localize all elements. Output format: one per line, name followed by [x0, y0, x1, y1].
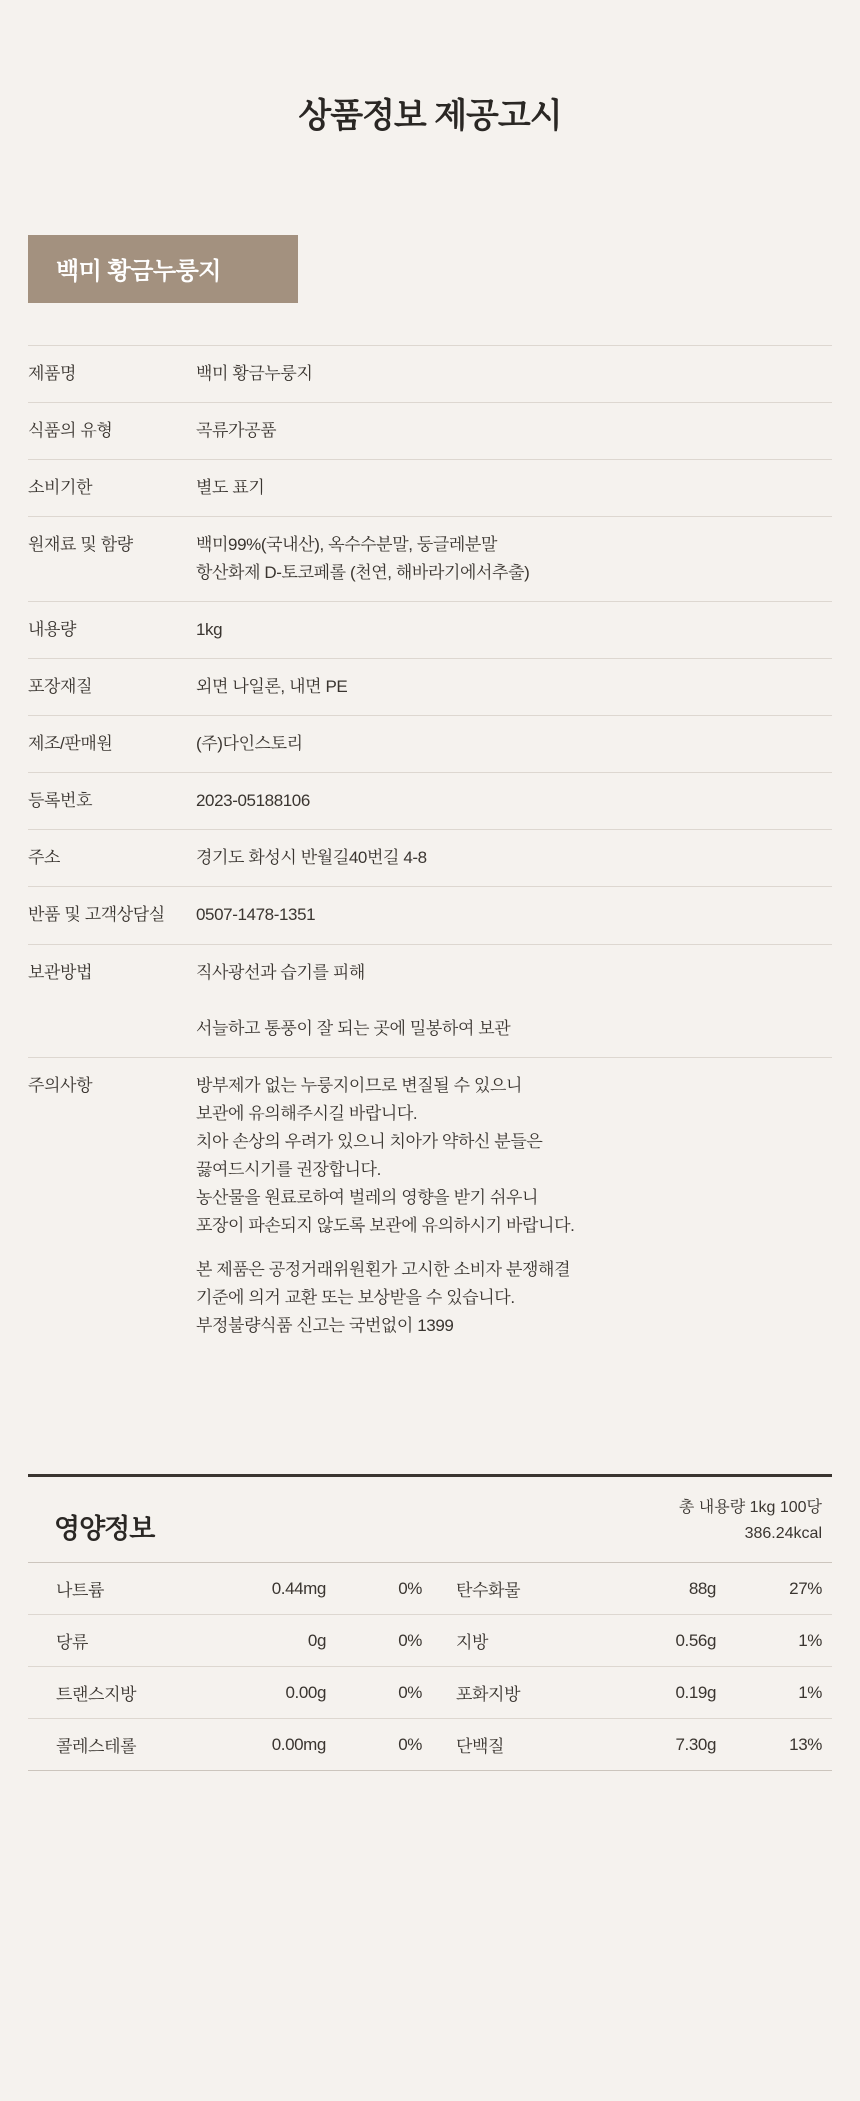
table-row [28, 659, 832, 716]
spec-value [196, 346, 832, 403]
spec-label [28, 1001, 196, 1058]
spec-value-line: 방부제가 없는 누룽지이므로 변질될 수 있으니 [196, 1075, 523, 1095]
nutrition-section [28, 1474, 832, 1770]
nutrition-bottom-rule [28, 1770, 832, 1771]
spec-value [196, 460, 832, 517]
spec-value-line: 백미99%(국내산), 옥수수분말, 둥글레분말 [196, 535, 497, 555]
nutrient-name-right: 탄수화물 [456, 1581, 521, 1601]
nutrient-percent-right: 13% [789, 1734, 822, 1754]
spec-value-line: 농산물을 원료로하여 벌레의 영향을 받기 쉬우니 [196, 1187, 539, 1207]
spec-label: 소비기한 [28, 478, 93, 498]
spec-value-line: 백미 황금누룽지 [196, 364, 313, 383]
spec-value-gap [196, 1240, 832, 1256]
spec-label: 포장재질 [28, 677, 93, 697]
nutrient-name-left: 트랜스지방 [56, 1685, 137, 1705]
spec-label: 제조/판매원 [28, 734, 113, 754]
spec-table [28, 345, 832, 1354]
nutrition-row [28, 1615, 832, 1667]
nutrition-row [28, 1719, 832, 1771]
spec-value [196, 887, 832, 944]
nutrition-total-amount: 총 내용량 1kg 100당 [678, 1499, 822, 1517]
spec-value [196, 403, 832, 460]
table-row [28, 773, 832, 830]
spec-value-line: 곡류가공품 [196, 421, 277, 441]
nutrient-value-left: 0.00mg [271, 1734, 326, 1754]
nutrition-header [28, 1477, 832, 1562]
nutrient-percent-left: 0% [398, 1630, 422, 1650]
nutrition-title: 영양정보 [54, 1514, 155, 1545]
spec-label: 원재료 및 함량 [28, 535, 133, 555]
nutrient-name-left: 나트륨 [56, 1581, 105, 1601]
nutrient-value-right: 88g [688, 1578, 716, 1598]
table-row [28, 1057, 832, 1354]
spec-value-line: 경기도 화성시 반월길40번길 4-8 [196, 848, 427, 868]
spec-value [196, 517, 832, 602]
nutrient-name-left: 당류 [56, 1633, 89, 1653]
nutrient-percent-left: 0% [398, 1682, 422, 1702]
spec-value-line: 끓여드시기를 권장합니다. [196, 1159, 381, 1179]
nutrient-name-right: 단백질 [456, 1737, 505, 1757]
spec-value [196, 773, 832, 830]
spec-value [196, 944, 832, 1001]
spec-label: 반품 및 고객상담실 [28, 905, 165, 925]
nutrient-value-right: 0.56g [675, 1630, 716, 1650]
spec-value-line: 기준에 의거 교환 또는 보상받을 수 있습니다. [196, 1287, 515, 1307]
nutrient-value-right: 0.19g [675, 1682, 716, 1702]
spec-value [196, 602, 832, 659]
spec-table-body [28, 346, 832, 1355]
table-row [28, 403, 832, 460]
spec-value [196, 659, 832, 716]
spec-value-line: 포장이 파손되지 않도록 보관에 유의하시기 바랍니다. [196, 1215, 575, 1235]
table-row [28, 602, 832, 659]
spec-value-line: (주)다인스토리 [196, 734, 303, 754]
nutrient-percent-right: 1% [798, 1682, 822, 1702]
table-row [28, 460, 832, 517]
page-title: 상품정보 제공고시 [298, 97, 562, 135]
nutrition-row [28, 1667, 832, 1719]
spec-label: 등록번호 [28, 791, 93, 811]
nutrient-percent-right: 1% [798, 1630, 822, 1650]
spec-label: 주소 [28, 848, 61, 868]
nutrient-name-right: 지방 [456, 1633, 489, 1653]
nutrient-value-left: 0.00g [285, 1682, 326, 1702]
spec-value-line: 보관에 유의해주시길 바랍니다. [196, 1103, 418, 1123]
nutrient-value-left: 0g [307, 1630, 326, 1650]
spec-label: 내용량 [28, 620, 77, 640]
nutrition-row [28, 1563, 832, 1615]
nutrient-name-left: 콜레스테롤 [56, 1737, 137, 1757]
table-row [28, 346, 832, 403]
spec-value-line: 치아 손상의 우려가 있으니 치아가 약하신 분들은 [196, 1131, 543, 1151]
spec-label: 식품의 유형 [28, 421, 113, 441]
nutrition-summary [679, 1495, 828, 1546]
table-row [28, 887, 832, 944]
spec-value-line: 직사광선과 습기를 피해 [196, 962, 365, 982]
spec-value [196, 1001, 832, 1058]
table-row [28, 830, 832, 887]
nutrition-table-body [28, 1563, 832, 1771]
table-row [28, 517, 832, 602]
product-name-badge: 백미 황금누룽지 [28, 235, 298, 303]
nutrient-value-right: 7.30g [675, 1734, 716, 1754]
spec-value-line: 서늘하고 통풍이 잘 되는 곳에 밀봉하여 보관 [196, 1018, 511, 1038]
spec-value-line: 외면 나일론, 내면 PE [196, 677, 348, 697]
spec-value [196, 830, 832, 887]
spec-value-line: 2023-05188106 [196, 791, 310, 811]
spec-label: 제품명 [28, 364, 77, 383]
nutrient-percent-right: 27% [789, 1578, 822, 1598]
spec-value-line: 1kg [196, 620, 223, 640]
table-row [28, 944, 832, 1001]
spec-value [196, 1057, 832, 1354]
spec-value-line: 0507-1478-1351 [196, 905, 316, 925]
spec-value [196, 716, 832, 773]
table-row [28, 1001, 832, 1058]
nutrient-name-right: 포화지방 [456, 1685, 521, 1705]
nutrient-percent-left: 0% [398, 1734, 422, 1754]
nutrient-value-left: 0.44mg [271, 1578, 326, 1598]
nutrition-table [28, 1562, 832, 1770]
nutrition-total-kcal: 386.24kcal [744, 1524, 822, 1542]
table-row [28, 716, 832, 773]
spec-label: 주의사항 [28, 1075, 93, 1095]
nutrient-percent-left: 0% [398, 1578, 422, 1598]
spec-value-line: 별도 표기 [196, 478, 265, 498]
spec-label: 보관방법 [28, 962, 93, 982]
spec-value-line: 본 제품은 공정거래위원횐가 고시한 소비자 분쟁해결 [196, 1259, 571, 1279]
spec-value-line: 항산화제 D-토코페롤 (천연, 해바라기에서추출) [196, 563, 530, 583]
spec-value-line: 부정불량식품 신고는 국번없이 1399 [196, 1315, 454, 1335]
